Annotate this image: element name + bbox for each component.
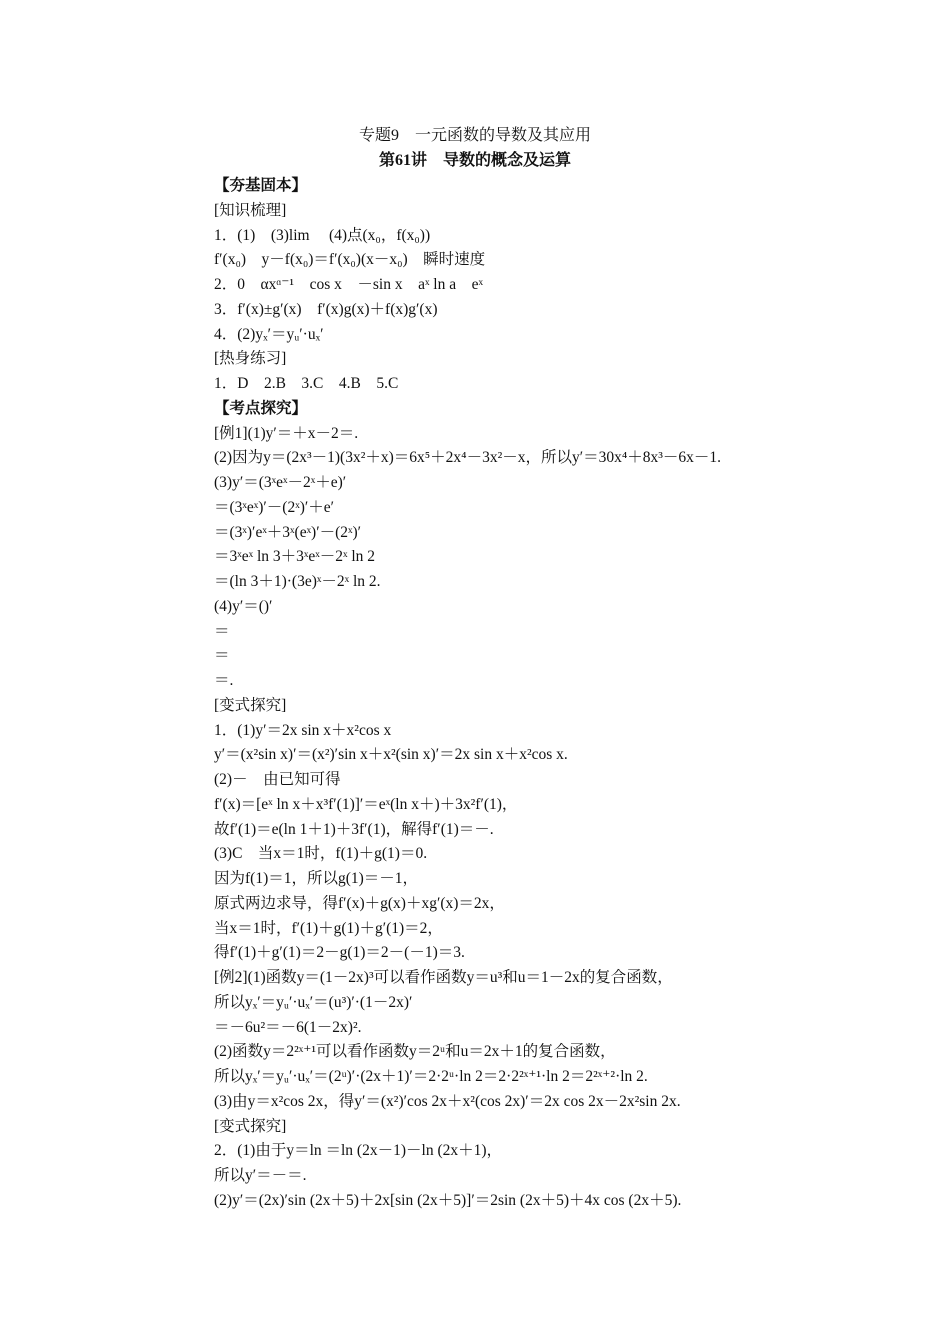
text-line: ＝(3ˣeˣ)′－(2ˣ)′＋e′	[214, 498, 335, 516]
text-line: 当x＝1时，f′(1)＋g(1)＋g′(1)＝2，	[214, 919, 443, 937]
text-line: 1．D 2.B 3.C 4.B 5.C	[214, 375, 399, 392]
text-line: (4)y′＝()′	[214, 597, 273, 615]
text-line: 故f′(1)＝e(ln 1＋1)＋3f′(1)，解得f′(1)＝－.	[214, 820, 494, 838]
text-line: 2．0 αxᵅ⁻¹ cos x －sin x aˣ ln a eˣ	[214, 276, 483, 293]
text-line: f′(x₀) y－f(x₀)＝f′(x₀)(x－x₀) 瞬时速度	[214, 251, 486, 269]
text-line: 2．(1)由于y＝ln ＝ln (2x－1)－ln (2x＋1)，	[214, 1142, 503, 1160]
text-line: (2)函数y＝2²ˣ⁺¹可以看作函数y＝2ᵘ和u＝2x＋1的复合函数，	[214, 1043, 616, 1061]
text-line: ＝.	[214, 672, 234, 689]
text-line: [变式探究]	[214, 1117, 287, 1135]
text-line: 所以yₓ′＝yᵤ′·uₓ′＝(u³)′·(1－2x)′	[214, 993, 413, 1011]
text-line: 4．(2)yₓ′＝yᵤ′·uₓ′	[214, 325, 324, 343]
text-line: [知识梳理]	[214, 201, 287, 219]
text-line: (3)由y＝x²cos 2x，得y′＝(x²)′cos 2x＋x²(cos 2x)′＝2x cos 2x－2x²sin 2x.	[214, 1092, 681, 1110]
text-line: ＝	[214, 622, 230, 640]
text-line: ＝3ˣeˣ ln 3＋3ˣeˣ－2ˣ ln 2	[214, 548, 376, 566]
text-line: 得f′(1)＋g′(1)＝2－g(1)＝2－(－1)＝3.	[214, 944, 465, 962]
text-line: ＝－6u²＝－6(1－2x)².	[214, 1018, 362, 1036]
chapter-title: 专题9 一元函数的导数及其应用	[358, 127, 591, 144]
text-line: (3)y′＝(3ˣeˣ－2ˣ＋e)′	[214, 474, 347, 491]
text-line: 所以yₓ′＝yᵤ′·uₓ′＝(2ᵘ)′·(2x＋1)′＝2·2ᵘ·ln 2＝2·2²ˣ⁺¹·ln 2＝2²ˣ⁺²·ln 2.	[214, 1068, 648, 1085]
text-line: [热身练习]	[214, 350, 287, 368]
text-line: 【夯基固本】	[214, 177, 308, 194]
text-line: [变式探究]	[214, 696, 287, 714]
text-line: 因为f(1)＝1，所以g(1)＝－1，	[214, 870, 419, 887]
text-line: ＝(ln 3＋1)·(3e)ˣ－2ˣ ln 2.	[214, 573, 381, 590]
text-line: (3)C 当x＝1时，f(1)＋g(1)＝0.	[214, 845, 428, 863]
text-line: 【考点探究】	[214, 399, 308, 417]
text-line: (2)因为y＝(2x³－1)(3x²＋x)＝6x⁵＋2x⁴－3x²－x，所以y′＝30x⁴＋8x³－6x－1.	[214, 449, 722, 467]
answer-body	[214, 174, 834, 1214]
text-line: (2)y′＝(2x)′sin (2x＋5)＋2x[sin (2x＋5)]′＝2sin (2x＋5)＋4x cos (2x＋5).	[214, 1191, 682, 1209]
text-line: 1．(1)y′＝2x sin x＋x²cos x	[214, 721, 392, 739]
text-line: [例2](1)函数y＝(1－2x)³可以看作函数y＝u³和u＝1－2x的复合函数，	[214, 969, 673, 986]
text-line: 3．f′(x)±g′(x) f′(x)g(x)＋f(x)g′(x)	[214, 300, 438, 318]
text-line: 1．(1) (3)lim (4)点(x₀，f(x₀))	[214, 226, 431, 244]
text-line: [例1](1)y′＝＋x－2＝.	[214, 424, 359, 442]
text-line: ＝(3ˣ)′eˣ＋3ˣ(eˣ)′－(2ˣ)′	[214, 523, 362, 541]
text-line: y′＝(x²sin x)′＝(x²)′sin x＋x²(sin x)′＝2x sin x＋x²cos x.	[214, 746, 568, 764]
text-line: f′(x)＝[eˣ ln x＋x³f′(1)]′＝eˣ(ln x＋)＋3x²f′(1)，	[214, 795, 518, 813]
text-line: (2)－ 由已知可得	[214, 771, 341, 788]
text-line: 所以y′＝－＝.	[214, 1167, 307, 1184]
lesson-title: 第61讲 导数的概念及运算	[378, 152, 571, 169]
text-line: 原式两边求导，得f′(x)＋g(x)＋xg′(x)＝2x，	[214, 894, 505, 912]
text-line: ＝	[214, 647, 230, 665]
